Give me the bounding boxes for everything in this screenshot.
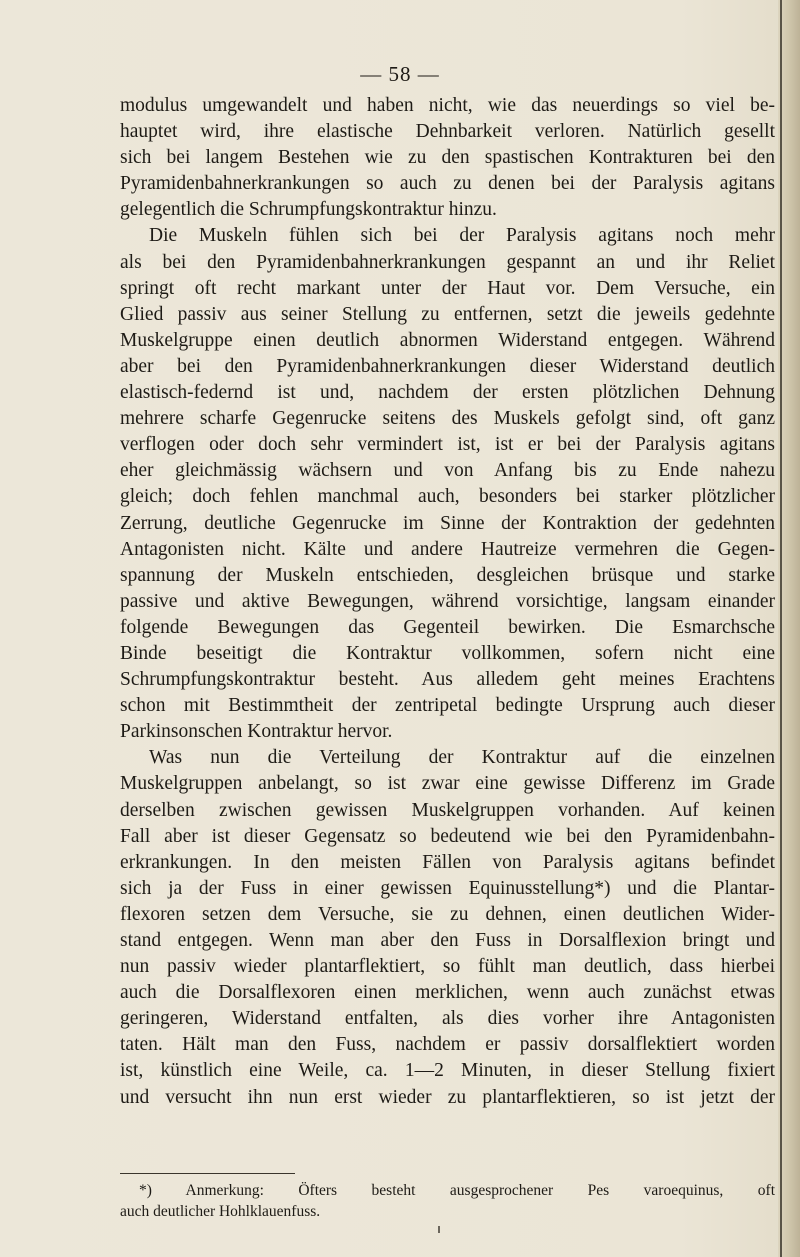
text-line: und versucht ihn nun erst wieder zu plantarflektieren, so ist jetzt der bbox=[120, 1086, 775, 1108]
text-line: Antagonisten nicht. Kälte und andere Hautreize vermehren die Gegen- bbox=[120, 538, 775, 560]
text-line: modulus umgewandelt und haben nicht, wie das neuerdings so viel be- bbox=[120, 95, 775, 116]
text-line: folgende Bewegungen das Gegenteil bewirken. Die Esmarchsche bbox=[120, 616, 775, 638]
text-line: Die Muskeln fühlen sich bei der Paralysis agitans noch mehr bbox=[149, 225, 775, 247]
text-line: aber bei den Pyramidenbahnerkrankungen dieser Widerstand deutlich bbox=[120, 355, 775, 377]
text-line: springt oft recht markant unter der Haut vor. Dem Versuche, ein bbox=[120, 277, 775, 299]
print-mark bbox=[438, 1226, 440, 1233]
text-line: verflogen oder doch sehr vermindert ist, ist er bei der Paralysis agitans bbox=[120, 434, 775, 456]
text-line: derselben zwischen gewissen Muskelgruppen vorhanden. Auf keinen bbox=[120, 799, 775, 821]
text-line: gelegentlich die Schrumpfungskontraktur hinzu. bbox=[120, 199, 497, 221]
text-line: Muskelgruppen anbelangt, so ist zwar eine gewisse Differenz im Grade bbox=[120, 773, 775, 795]
text-line: schon mit Bestimmtheit der zentripetal bedingte Ursprung auch dieser bbox=[120, 695, 775, 717]
paragraph bbox=[120, 223, 775, 745]
footnote-line: *) Anmerkung: Öfters besteht ausgesprochener Pes varoequinus, oft bbox=[139, 1182, 775, 1199]
paragraph bbox=[120, 93, 775, 223]
text-line: spannung der Muskeln entschieden, desgleichen brüsque und starke bbox=[120, 564, 775, 586]
text-line: sich ja der Fuss in einer gewissen Equinusstellung*) und die Plantar- bbox=[120, 877, 775, 899]
text-line: nun passiv wieder plantarflektiert, so fühlt man deutlich, dass hierbei bbox=[120, 956, 775, 978]
text-line: Was nun die Verteilung der Kontraktur auf die einzelnen bbox=[149, 747, 775, 769]
text-line: eher gleichmässig wächsern und von Anfang bis zu Ende nahezu bbox=[120, 460, 775, 482]
text-line: ist, künstlich eine Weile, ca. 1—2 Minuten, in dieser Stellung fixiert bbox=[120, 1060, 775, 1082]
text-line: elastisch-federnd ist und, nachdem der ersten plötzlichen Dehnung bbox=[120, 382, 775, 404]
text-line: gleich; doch fehlen manchmal auch, besonders bei starker plötzlicher bbox=[120, 486, 775, 508]
text-line: hauptet wird, ihre elastische Dehnbarkeit verloren. Natürlich gesellt bbox=[120, 121, 775, 143]
text-line: Schrumpfungskontraktur besteht. Aus alledem geht meines Erachtens bbox=[120, 669, 775, 691]
text-line: Pyramidenbahnerkrankungen so auch zu denen bei der Paralysis agitans bbox=[120, 173, 775, 195]
text-line: geringeren, Widerstand entfalten, als dies vorher ihre Antagonisten bbox=[120, 1008, 775, 1030]
page-edge-line bbox=[780, 0, 782, 1257]
text-line: mehrere scharfe Gegenrucke seitens des Muskels gefolgt sind, oft ganz bbox=[120, 408, 775, 430]
page-number: — 58 — bbox=[360, 62, 440, 86]
text-line: flexoren setzen dem Versuche, sie zu dehnen, einen deutlichen Wider- bbox=[120, 903, 775, 925]
text-line: erkrankungen. In den meisten Fällen von Paralysis agitans befindet bbox=[120, 851, 775, 873]
footnote-divider bbox=[120, 1173, 295, 1174]
paragraph bbox=[120, 745, 775, 1110]
text-line: auch die Dorsalflexoren einen merklichen, wenn auch zunächst etwas bbox=[120, 982, 775, 1004]
footnote-line: auch deutlicher Hohlklauenfuss. bbox=[120, 1203, 321, 1220]
text-line: Binde beseitigt die Kontraktur vollkommen, sofern nicht eine bbox=[120, 642, 775, 664]
text-line: Parkinsonschen Kontraktur hervor. bbox=[120, 721, 393, 743]
text-line: Muskelgruppe einen deutlich abnormen Widerstand entgegen. Während bbox=[120, 329, 775, 351]
text-line: passive und aktive Bewegungen, während vorsichtige, langsam einander bbox=[120, 590, 775, 612]
text-line: als bei den Pyramidenbahnerkrankungen gespannt an und ihr Reliet bbox=[120, 251, 775, 273]
text-line: Fall aber ist dieser Gegensatz so bedeutend wie bei den Pyramidenbahn- bbox=[120, 825, 775, 847]
text-line: Zerrung, deutliche Gegenrucke im Sinne der Kontraktion der gedehnten bbox=[120, 512, 775, 534]
footnote bbox=[120, 1180, 775, 1222]
text-line: taten. Hält man den Fuss, nachdem er passiv dorsalflektiert worden bbox=[120, 1034, 775, 1056]
text-line: Glied passiv aus seiner Stellung zu entfernen, setzt die jeweils gedehnte bbox=[120, 303, 775, 325]
text-line: stand entgegen. Wenn man aber den Fuss in Dorsalflexion bringt und bbox=[120, 930, 775, 951]
body-text bbox=[120, 93, 775, 1111]
text-line: sich bei langem Bestehen wie zu den spastischen Kontrakturen bei den bbox=[120, 147, 775, 169]
